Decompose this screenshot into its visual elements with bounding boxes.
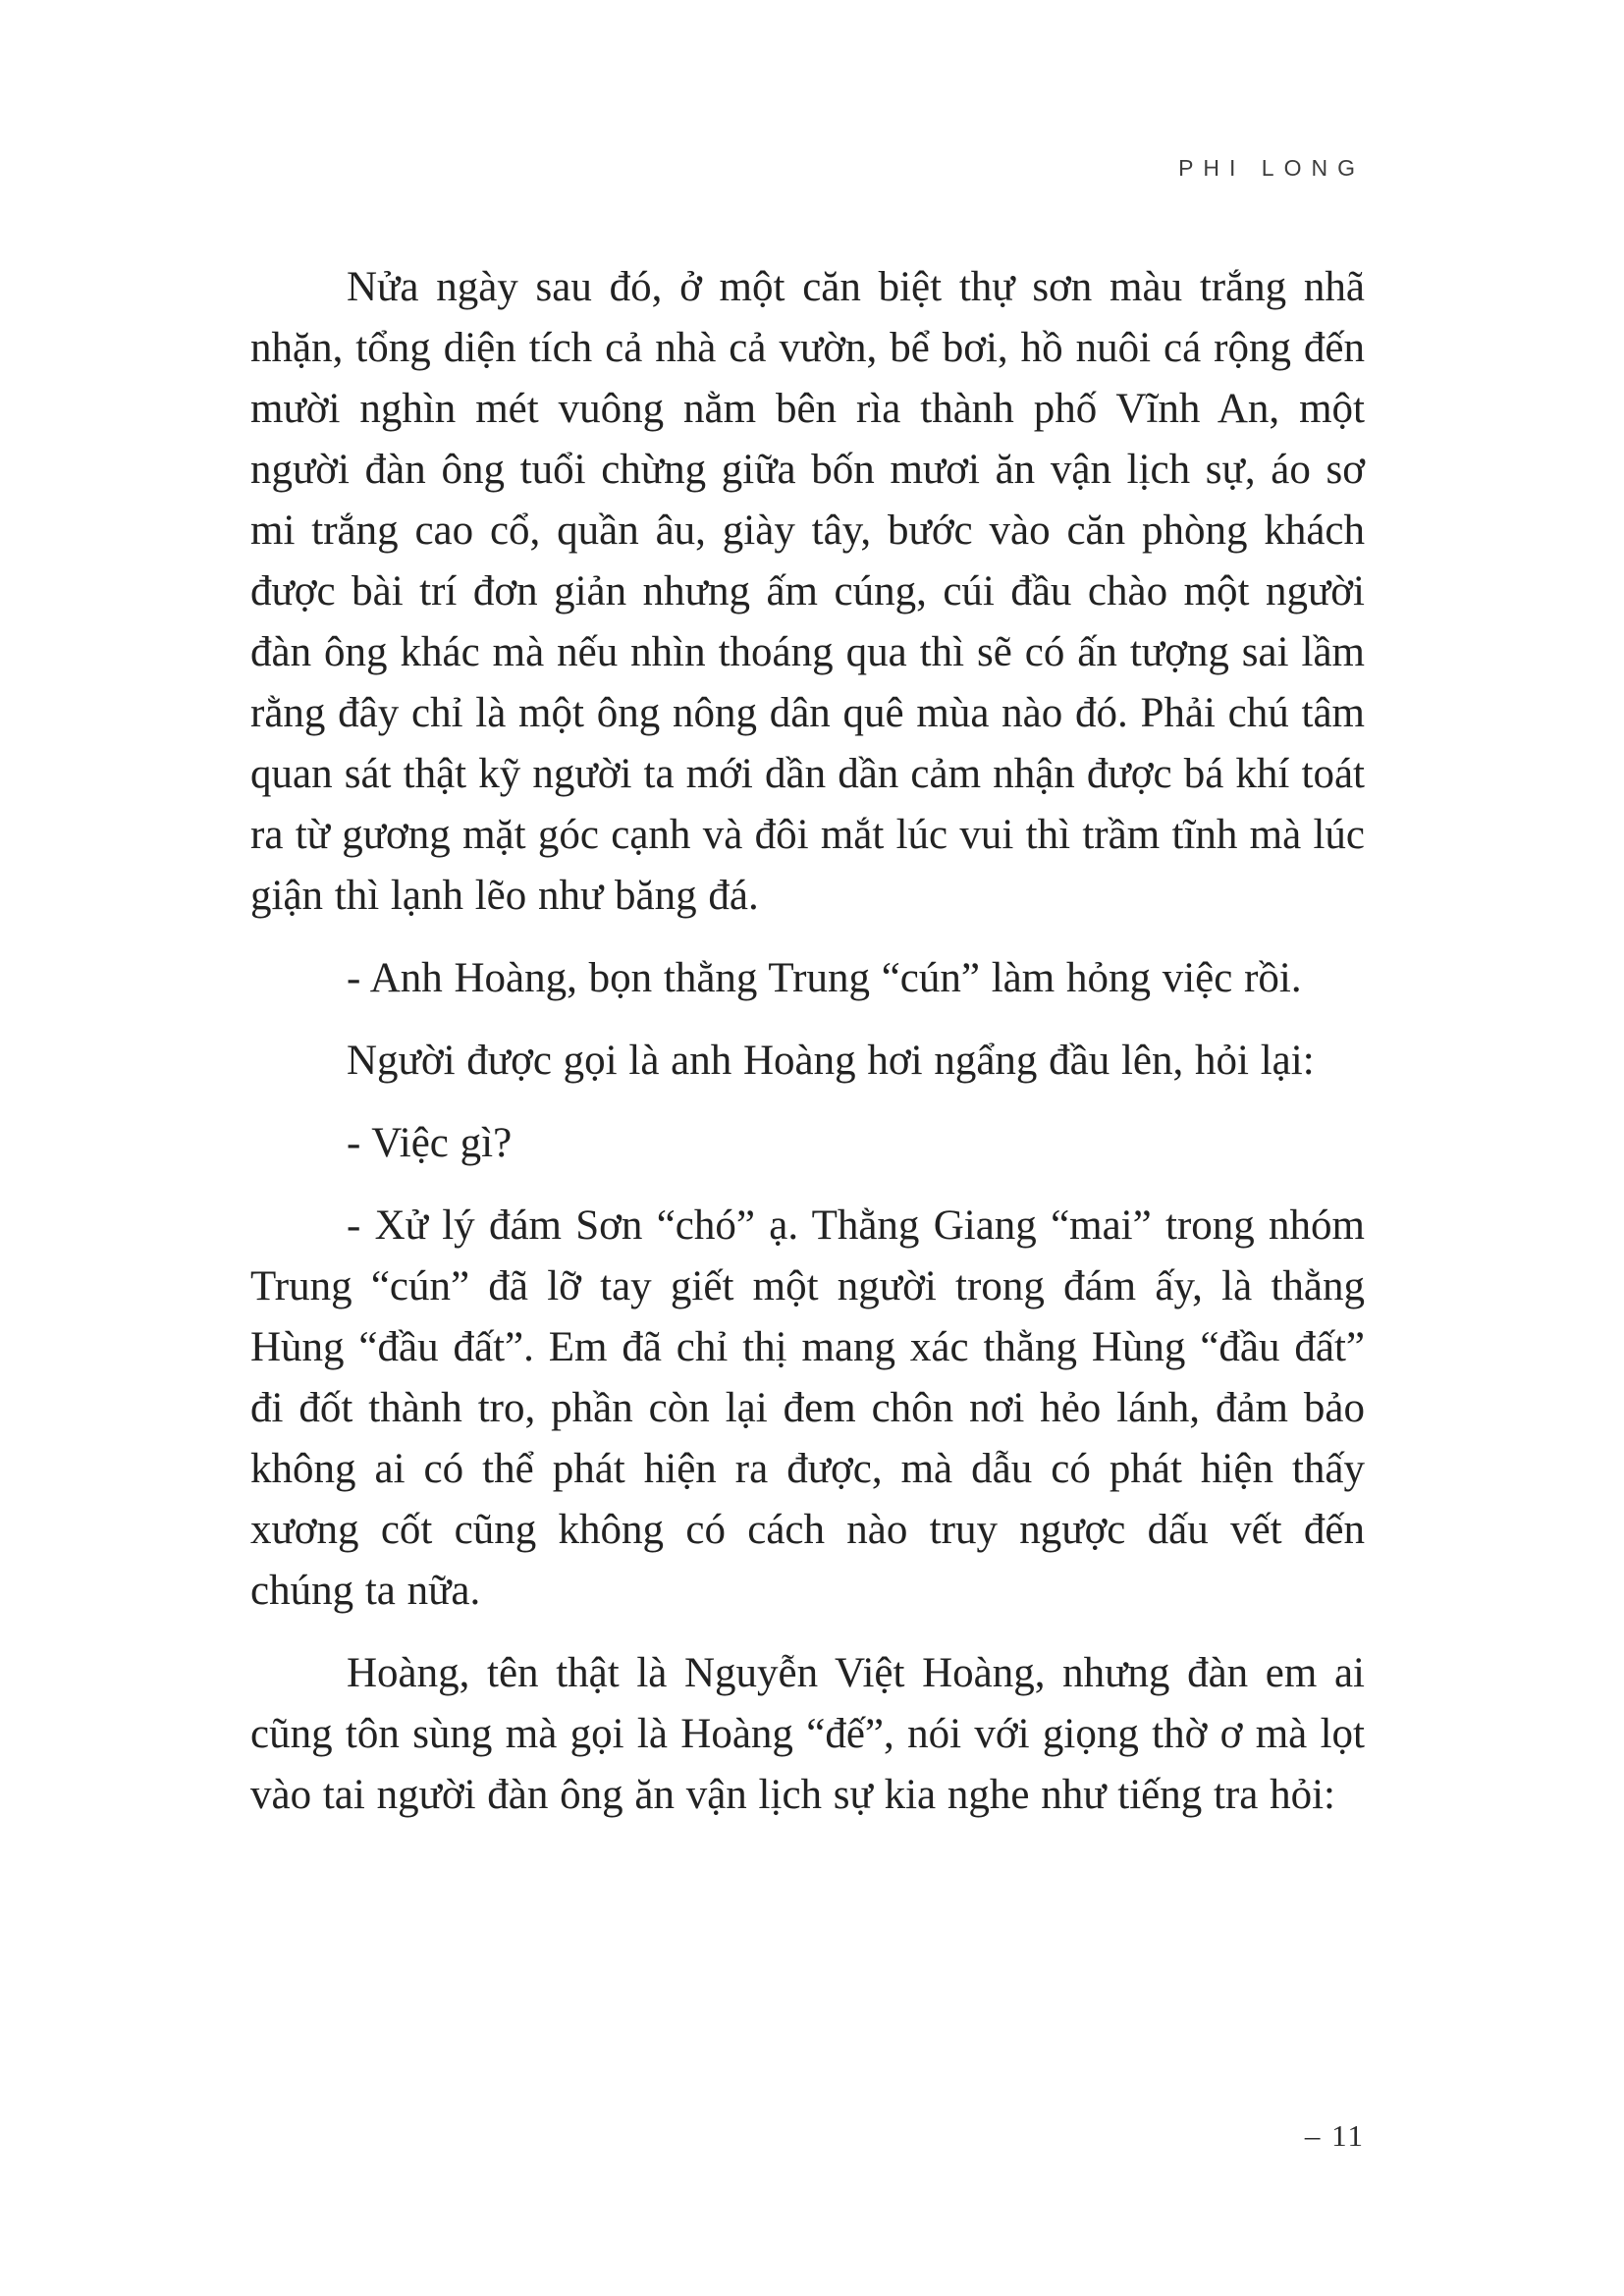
paragraph: - Việc gì? <box>347 1120 513 1166</box>
paragraph: - Xử lý đám Sơn “chó” ạ. Thằng Giang “mai” trong nhóm Trung “cún” đã lỡ tay giết một người trong đám ấy, là thằng Hùng “đầu đất”. Em đã chỉ thị mang xác thằng Hùng “đầu đất” đi đốt thành tro, phần còn lại đem chôn nơi hẻo lánh, đảm bảo không ai có thể phát hiện ra được, mà dẫu có phát hiện thấy xương cốt cũng không có cách nào truy ngược dấu vết đến chúng ta nữa. <box>250 1202 1365 1614</box>
running-header: PHI LONG <box>1178 155 1365 181</box>
paragraph: Người được gọi là anh Hoàng hơi ngẩng đầu lên, hỏi lại: <box>347 1038 1315 1084</box>
body-paragraphs <box>250 257 1365 1847</box>
paragraph: Hoàng, tên thật là Nguyễn Việt Hoàng, nhưng đàn em ai cũng tôn sùng mà gọi là Hoàng “đế”, nói với giọng thờ ơ mà lọt vào tai người đàn ông ăn vận lịch sự kia nghe như tiếng tra hỏi: <box>250 1650 1365 1818</box>
page-number: – 11 <box>1304 2118 1365 2153</box>
paragraph: - Anh Hoàng, bọn thằng Trung “cún” làm hỏng việc rồi. <box>347 955 1302 1001</box>
paragraph: Nửa ngày sau đó, ở một căn biệt thự sơn màu trắng nhã nhặn, tổng diện tích cả nhà cả vườn, bể bơi, hồ nuôi cá rộng đến mười nghìn mét vuông nằm bên rìa thành phố Vĩnh An, một người đàn ông tuổi chừng giữa bốn mươi ăn vận lịch sự, áo sơ mi trắng cao cổ, quần âu, giày tây, bước vào căn phòng khách được bài trí đơn giản nhưng ấm cúng, cúi đầu chào một người đàn ông khác mà nếu nhìn thoáng qua thì sẽ có ấn tượng sai lầm rằng đây chỉ là một ông nông dân quê mùa nào đó. Phải chú tâm quan sát thật kỹ người ta mới dần dần cảm nhận được bá khí toát ra từ gương mặt góc cạnh và đôi mắt lúc vui thì trầm tĩnh mà lúc giận thì lạnh lẽo như băng đá. <box>250 264 1365 919</box>
